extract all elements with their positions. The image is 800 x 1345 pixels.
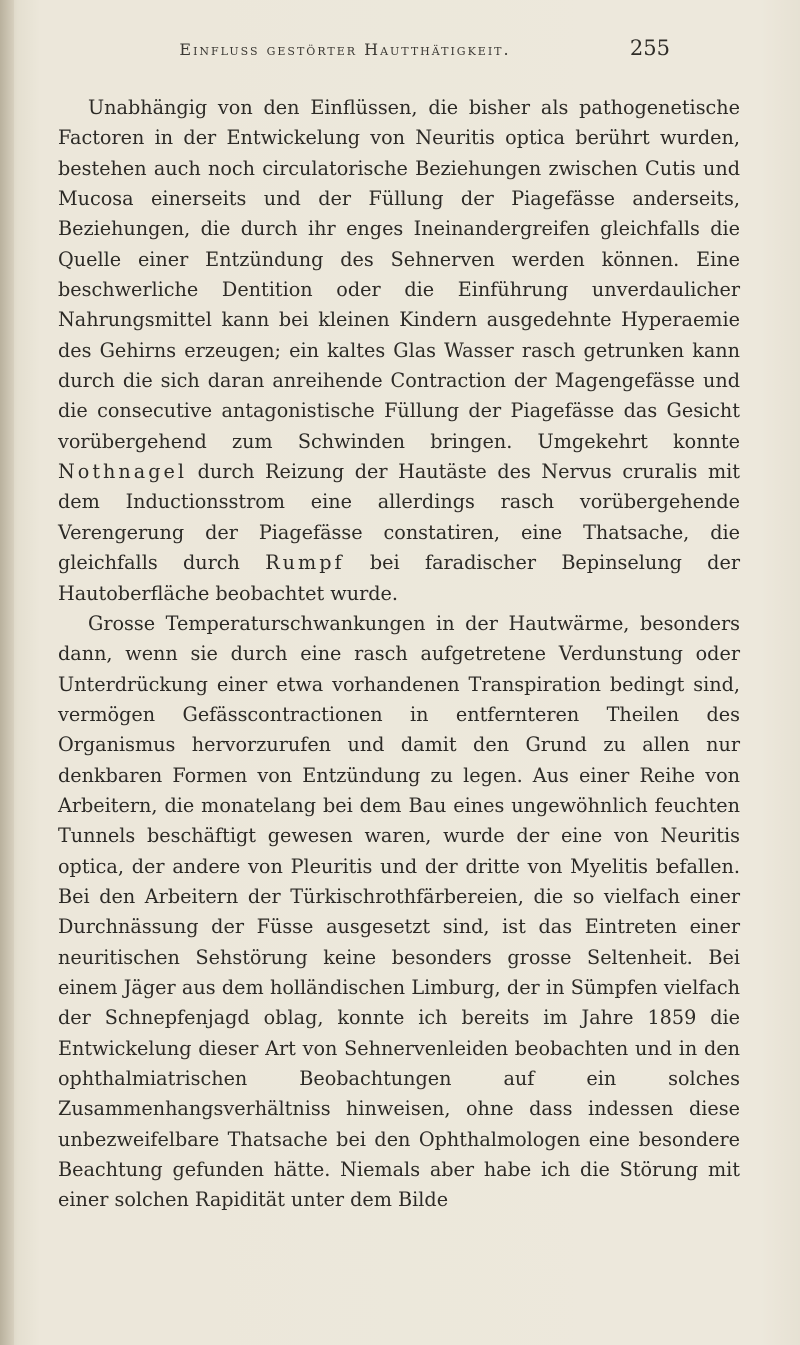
page-body bbox=[58, 93, 740, 1216]
running-head: Einfluss gestörter Hautthätigkeit. bbox=[179, 40, 511, 59]
page-header bbox=[110, 36, 670, 70]
page-gutter-shadow bbox=[0, 0, 14, 1345]
paragraph-2: Grosse Temperaturschwankungen in der Hautwärme, besonders dann, wenn sie durch eine rasch aufgetretene Verdunstung oder Unterdrückung einer etwa vorhandenen Transpiration bedingt sind, vermögen Gefässcontractionen in entfernteren Theilen des Organismus hervorzurufen und damit den Grund zu allen nur denkbaren Formen von Entzündung zu legen. Aus einer Reihe von Arbeitern, die monatelang bei dem Bau eines ungewöhnlich feuchten Tunnels beschäftigt gewesen waren, wurde der eine von Neuritis optica, der andere von Pleuritis und der dritte von Myelitis befallen. Bei den Arbeitern der Türkischrothfärbereien, die so vielfach einer Durchnässung der Füsse ausgesetzt sind, ist das Eintreten einer neuritischen Sehstörung keine besonders grosse Seltenheit. Bei einem Jäger aus dem holländischen Limburg, der in Sümpfen vielfach der Schnepfenjagd oblag, konnte ich bereits im Jahre 1859 die Entwickelung dieser Art von Sehnervenleiden beobachten und in den ophthalmiatrischen Beobachtungen auf ein solches Zusammenhangsverhältniss hinweisen, ohne dass indessen diese unbezweifelbare Thatsache bei den Ophthalmologen eine besondere Beachtung gefunden hätte. Niemals aber habe ich die Störung mit einer solchen Rapidität unter dem Bilde bbox=[58, 611, 740, 1212]
paragraph-1-text-c: bei faradischer Bepinselung der Hautoberfläche beobachtet wurde. bbox=[58, 551, 740, 605]
page-number: 255 bbox=[629, 36, 670, 60]
paragraph-1-text-a: Unabhängig von den Einflüssen, die bisher als pathogenetische Factoren in der Entwickelung von Neuritis optica berührt wurden, bestehen auch noch circulatorische Beziehungen zwischen Cutis und Mucosa einerseits und der Füllung der Piagefässe anderseits, Beziehungen, die durch ihr enges Ineinandergreifen gleichfalls die Quelle einer Entzündung des Sehnerven werden können. Eine beschwerliche Dentition oder die Einführung unverdaulicher Nahrungsmittel kann bei kleinen Kindern ausgedehnte Hyperaemie des Gehirns erzeugen; ein kaltes Glas Wasser rasch getrunken kann durch die sich daran anreihende Contraction der Magengefässe und die consecutive antagonistische Füllung der Piagefässe das Gesicht vorübergehend zum Schwinden bringen. Umgekehrt konnte bbox=[58, 96, 740, 453]
paragraph-1-text-b: durch Reizung der Hautäste des Nervus cruralis mit dem Inductionsstrom eine allerdings rasch vorübergehende Verengerung der Piagefässe constatiren, eine Thatsache, die gleichfalls durch bbox=[58, 460, 740, 575]
paragraph-1 bbox=[58, 93, 740, 609]
author-name-rumpf: Rumpf bbox=[265, 551, 345, 575]
author-name-nothnagel: Nothnagel bbox=[58, 460, 187, 484]
